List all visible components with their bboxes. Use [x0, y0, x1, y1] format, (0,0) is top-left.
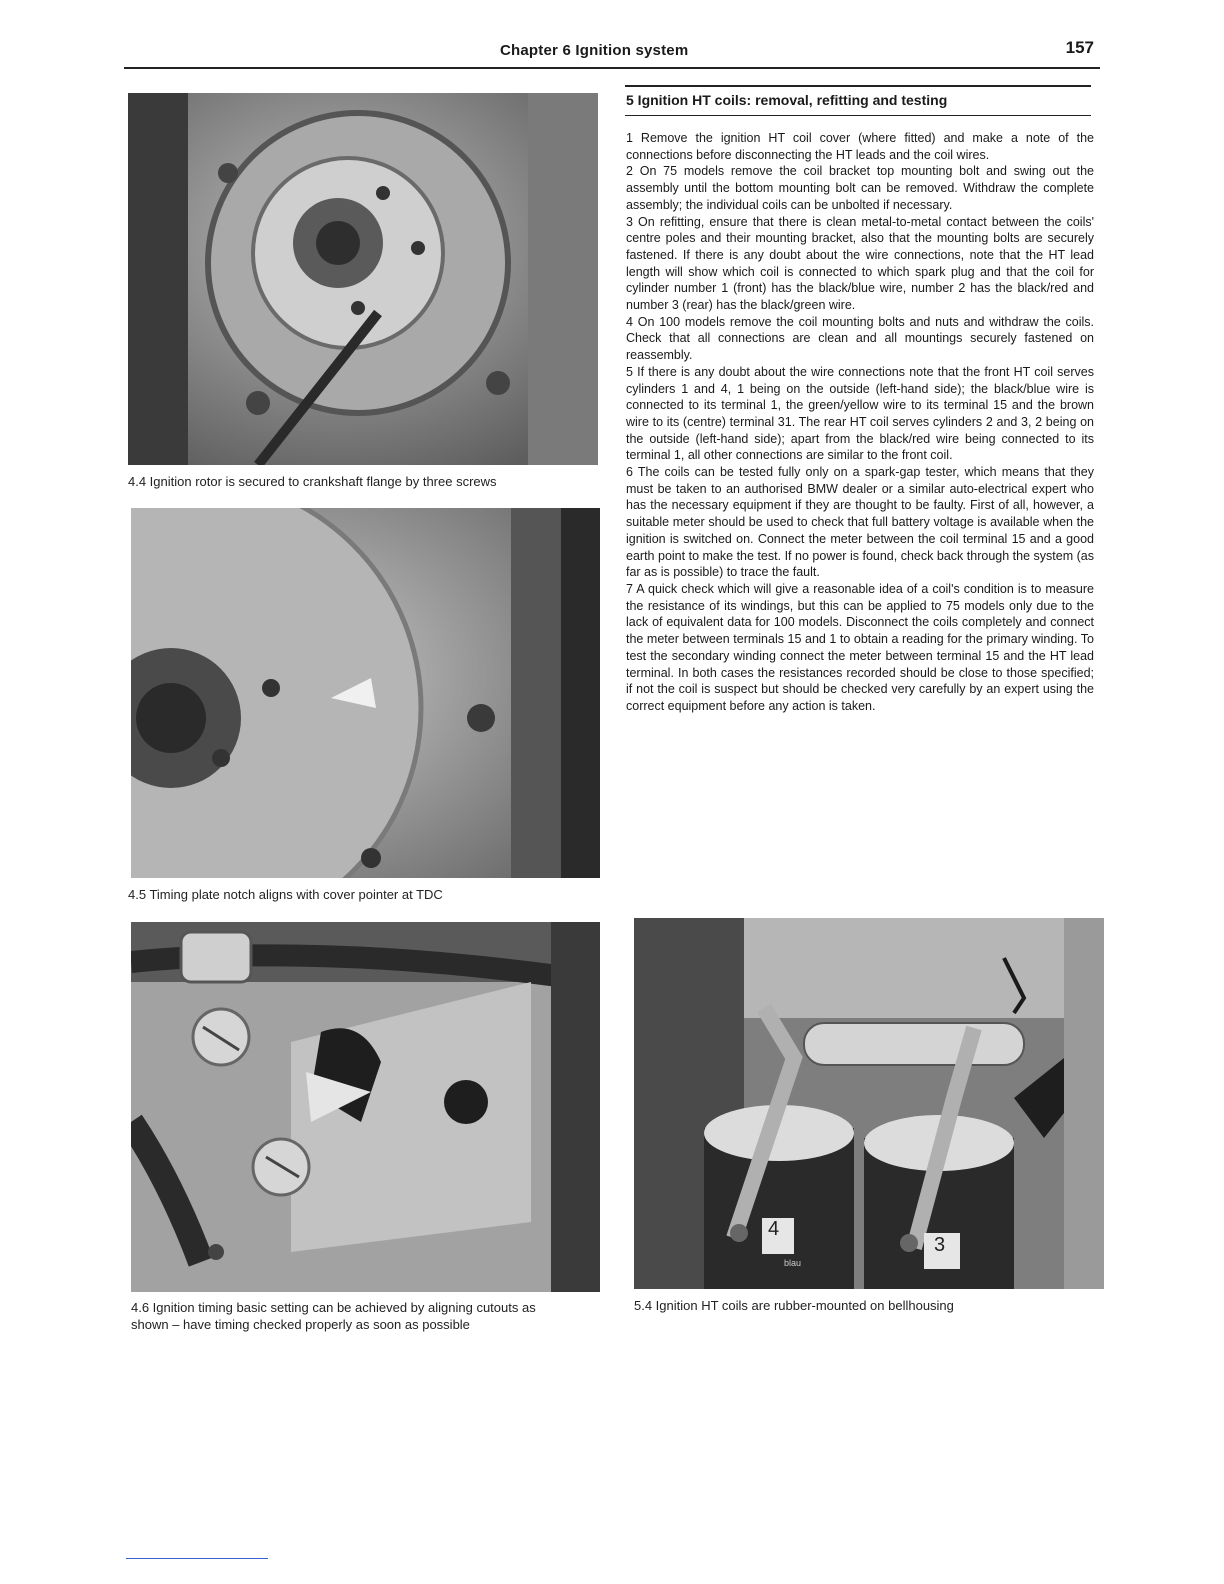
paragraph-6: 6 The coils can be tested fully only on a spark-gap tester, which means that they must be taken to an authorised BMW dealer or a similar auto-electrical expert who has the necessary equipment if they are thought to be faulty. First of all, however, a suitable meter should be used to check that full battery voltage is available when the ignition is switched on. Connect the meter between the coil terminal 15 and a good earth point to make the test. If no power is found, check back through the system (as far as is possible) to trace the fault.: [626, 465, 1094, 580]
caption-fig-4-5: 4.5 Timing plate notch aligns with cover pointer at TDC: [128, 887, 443, 902]
caption-fig-4-6: 4.6 Ignition timing basic setting can be achieved by aligning cutouts as shown – have timing checked properly as soon as possible: [131, 1300, 536, 1332]
section-rule-bottom: [625, 115, 1091, 116]
paragraph-7: 7 A quick check which will give a reasonable idea of a coil's condition is to measure the resistance of its windings, but this can be applied to 75 models only due to the lack of equivalent data for 100 models. Disconnect the coils completely and connect the meter between terminals 15 and 1 to obtain a reading for the primary winding. To test the secondary winding connect the meter between terminal 15 and the HT lead terminal. In both cases the resistances recorded should be close to those specified; if not the coil is suspect but should be checked very carefully by an expert using the correct equipment before any action is taken.: [626, 581, 1094, 713]
photo-timing-cutouts: [131, 922, 600, 1292]
paragraph-3: 3 On refitting, ensure that there is clean metal-to-metal contact between the coils' centre poles and their mounting bracket, also that the mounting bolts are securely fastened. If there is any doubt about the wire connections, note that the HT lead length will show which coil is connected to which spark plug and that the coil for cylinder number 1 (front) has the black/blue wire, number 2 has the black/red and number 3 (rear) has the black/green wire.: [626, 214, 1094, 313]
footer-rule: [126, 1558, 268, 1559]
coil-label-3: 3: [934, 1234, 946, 1256]
page-number: 157: [1065, 38, 1094, 57]
paragraph-2: 2 On 75 models remove the coil bracket top mounting bolt and swing out the assembly until the bottom mounting bolt can be removed. Withdraw the complete assembly; the individual coils can be unbolted if necessary.: [626, 164, 1094, 212]
paragraph-5: 5 If there is any doubt about the wire connections note that the front HT coil serves cylinders 1 and 4, 1 being on the outside (left-hand side); the black/blue wire is connected to its terminal 1, the green/yellow wire to its terminal 15 and the brown wire to its (centre) terminal 31. The rear HT coil serves cylinders 2 and 3, 2 being on the outside (left-hand side); apart from the black/red wire being connected to its terminal 1, all other connections are similar to the front coil.: [626, 364, 1094, 463]
caption-fig-4-4: 4.4 Ignition rotor is secured to crankshaft flange by three screws: [128, 474, 497, 489]
photo-ignition-rotor: [128, 93, 598, 465]
section-rule-top: [625, 85, 1091, 87]
caption-fig-5-4: 5.4 Ignition HT coils are rubber-mounted on bellhousing: [634, 1298, 954, 1313]
coil-label-4: 4: [768, 1218, 780, 1240]
paragraph-1: 1 Remove the ignition HT coil cover (where fitted) and make a note of the connections before disconnecting the HT leads and the coil wires.: [626, 131, 1094, 162]
header-rule: [124, 67, 1100, 69]
coil-sticker-text: blau: [784, 1258, 802, 1268]
paragraph-4: 4 On 100 models remove the coil mounting bolts and nuts and withdraw the coils. Check that all connections are clean and all mountings securely fastened on reassembly.: [626, 314, 1094, 363]
running-head: Chapter 6 Ignition system: [500, 42, 689, 59]
section-body: [626, 130, 1094, 715]
photo-ht-coils: [634, 918, 1104, 1289]
section-heading: 5 Ignition HT coils: removal, refitting and testing: [626, 92, 948, 108]
photo-timing-plate: [131, 508, 600, 878]
